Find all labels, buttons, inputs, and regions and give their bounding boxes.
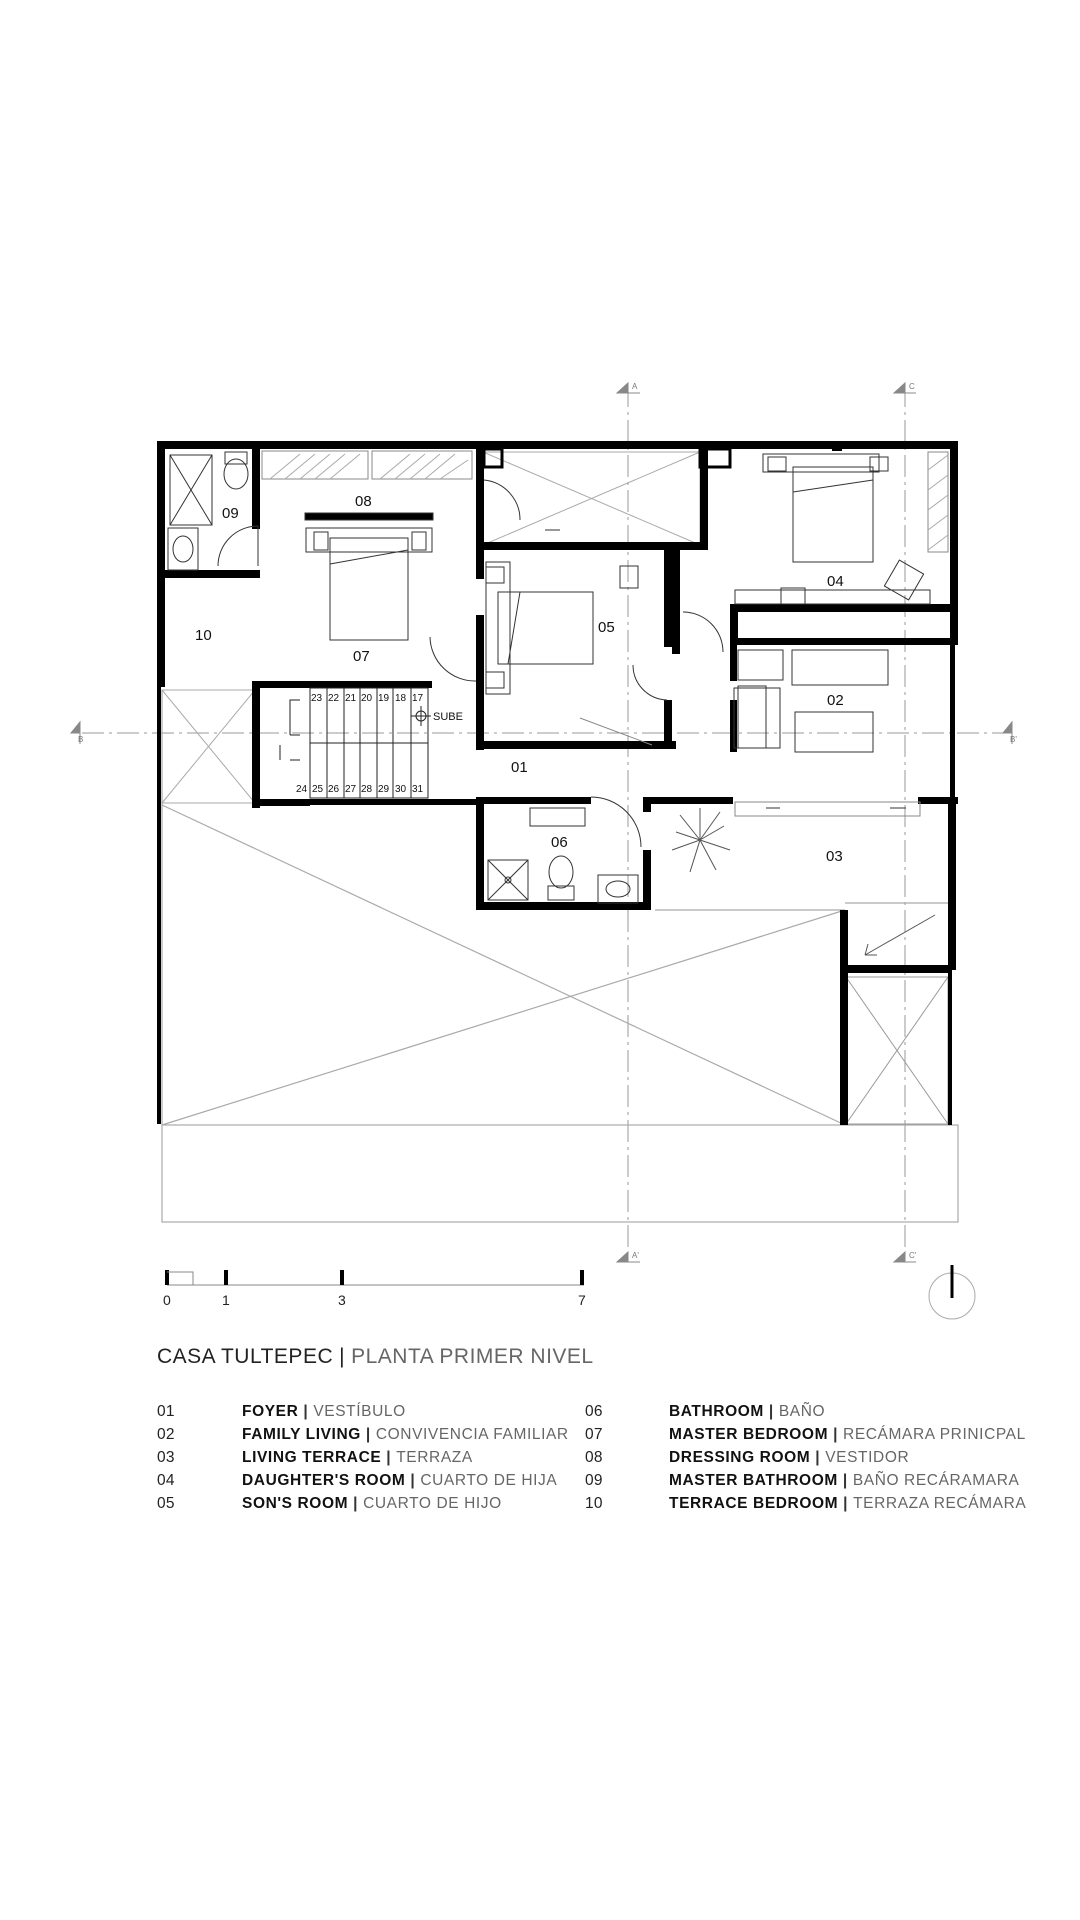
stair-step: 17 <box>412 693 424 704</box>
stair-step: 19 <box>378 693 390 704</box>
section-marker-a-top: A <box>632 382 638 391</box>
room-label-10: 10 <box>195 627 212 644</box>
legend-spanish: BAÑO RECÁRAMARA <box>852 1472 1020 1489</box>
stair-step: 28 <box>361 784 373 795</box>
legend-english: MASTER BEDROOM | RECÁMARA PRINICPAL <box>669 1426 1026 1443</box>
legend-english: TERRACE BEDROOM | TERRAZA RECÁMARA <box>669 1495 1027 1512</box>
legend-english: FOYER | VESTÍBULO <box>242 1403 406 1420</box>
stair <box>280 688 431 798</box>
stair-step: 26 <box>328 784 340 795</box>
scale-label-1: 1 <box>222 1292 230 1308</box>
legend-english: LIVING TERRACE | TERRAZA <box>242 1449 473 1466</box>
legend-english: MASTER BATHROOM | BAÑO RECÁRAMARA <box>669 1472 1020 1489</box>
stair-step: 27 <box>345 784 357 795</box>
legend-number: 05 <box>157 1495 175 1512</box>
scale-label-3: 3 <box>338 1292 346 1308</box>
legend-english: DAUGHTER'S ROOM | CUARTO DE HIJA <box>242 1472 558 1489</box>
legend-spanish: CONVIVENCIA FAMILIAR <box>375 1426 569 1443</box>
walls <box>157 441 958 1125</box>
void-left <box>162 690 255 803</box>
room-label-05: 05 <box>598 619 615 636</box>
legend-spanish: CUARTO DE HIJO <box>363 1495 502 1512</box>
north-arrow-icon <box>929 1265 975 1319</box>
stair-step: 31 <box>412 784 424 795</box>
legend-number: 01 <box>157 1403 175 1420</box>
legend-spanish: VESTÍBULO <box>313 1403 406 1420</box>
legend-spanish: TERRAZA <box>396 1449 473 1466</box>
project-title: CASA TULTEPEC <box>157 1345 334 1368</box>
legend-spanish: VESTIDOR <box>825 1449 910 1466</box>
scale-bar <box>167 1270 584 1285</box>
stair-step: 29 <box>378 784 390 795</box>
section-marker-a-bottom: A' <box>632 1251 639 1260</box>
legend-english: SON'S ROOM | CUARTO DE HIJO <box>242 1495 502 1512</box>
room-label-07: 07 <box>353 648 370 665</box>
legend-spanish: CUARTO DE HIJA <box>420 1472 558 1489</box>
legend-english: DRESSING ROOM | VESTIDOR <box>669 1449 910 1466</box>
legend-english: FAMILY LIVING | CONVIVENCIA FAMILIAR <box>242 1426 569 1443</box>
scale-label-0: 0 <box>163 1292 171 1308</box>
ground-outline <box>162 690 958 1222</box>
legend-number: 08 <box>585 1449 603 1466</box>
stair-step: 30 <box>395 784 407 795</box>
legend-spanish: BAÑO <box>778 1403 826 1420</box>
section-marker-c-top: C <box>909 382 915 391</box>
room-label-08: 08 <box>355 493 372 510</box>
legend-number: 10 <box>585 1495 603 1512</box>
legend-number: 07 <box>585 1426 603 1443</box>
void-bottom-right <box>846 977 948 1124</box>
legend-spanish: RECÁMARA PRINICPAL <box>843 1426 1026 1443</box>
legend-number: 04 <box>157 1472 175 1489</box>
legend-number: 09 <box>585 1472 603 1489</box>
stair-step: 23 <box>311 693 323 704</box>
stair-step: 20 <box>361 693 373 704</box>
section-marker-b-right: B' <box>1010 735 1017 744</box>
legend-number: 02 <box>157 1426 175 1443</box>
room-label-01: 01 <box>511 759 528 776</box>
stair-step: 21 <box>345 693 357 704</box>
stair-step: 24 <box>296 784 308 795</box>
room-label-04: 04 <box>827 573 844 590</box>
stair-sube-label: SUBE <box>433 711 463 723</box>
room-label-06: 06 <box>551 834 568 851</box>
stair-step: 25 <box>312 784 324 795</box>
legend-number: 03 <box>157 1449 175 1466</box>
room-label-09: 09 <box>222 505 239 522</box>
drawing-title-row <box>157 1345 594 1369</box>
stair-step: 22 <box>328 693 340 704</box>
stair-step: 18 <box>395 693 407 704</box>
legend-number: 06 <box>585 1403 603 1420</box>
plan-subtitle: PLANTA PRIMER NIVEL <box>351 1345 594 1368</box>
section-marker-c-bottom: C' <box>909 1251 917 1260</box>
legend-english: BATHROOM | BAÑO <box>669 1403 826 1420</box>
title-separator: | <box>339 1345 346 1368</box>
legend-spanish: TERRAZA RECÁMARA <box>853 1495 1027 1512</box>
section-marker-b-left: B <box>78 735 84 744</box>
room-label-02: 02 <box>827 692 844 709</box>
scale-label-7: 7 <box>578 1292 586 1308</box>
room-label-03: 03 <box>826 848 843 865</box>
void-top-center <box>483 452 700 545</box>
